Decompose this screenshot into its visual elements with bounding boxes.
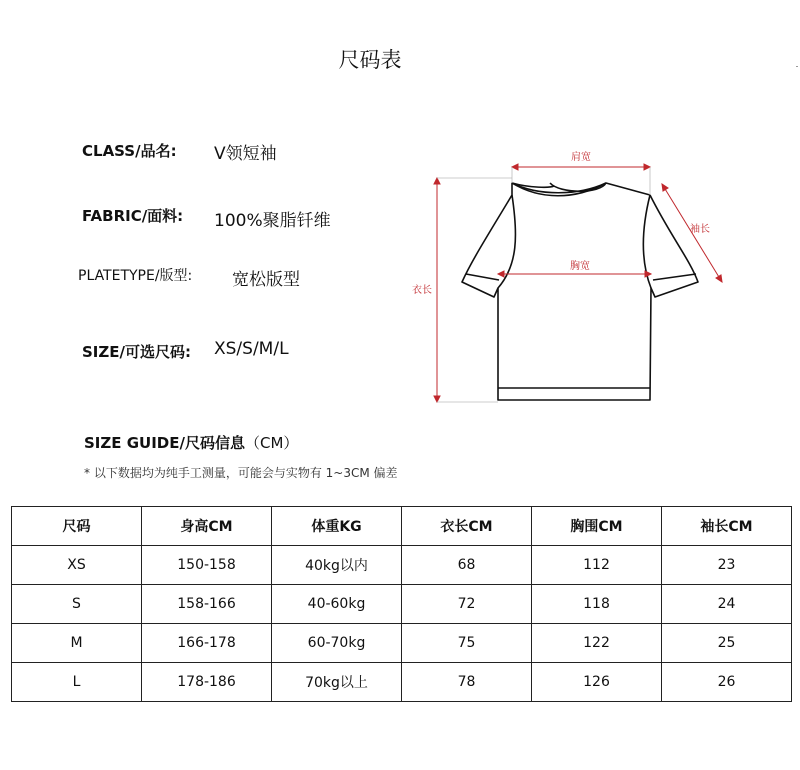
chest-label: 胸宽 [570,261,590,272]
cell-size: XS [12,546,142,585]
cell-size: S [12,585,142,624]
cell-weight: 40-60kg [272,585,402,624]
table-row [12,624,792,663]
header-length: 衣长CM [402,507,532,546]
cell-sleeve: 24 [662,585,792,624]
size-table [11,506,792,702]
sleeve-arrow-bottom [716,275,722,282]
cell-length: 68 [402,546,532,585]
size-label: SIZE/可选尺码: [82,343,191,361]
class-value: V领短袖 [214,144,277,164]
platetype-label: PLATETYPE/版型: [78,268,193,284]
tshirt-outline [462,183,698,400]
header-height: 身高CM [142,507,272,546]
cell-sleeve: 26 [662,663,792,702]
cell-chest: 118 [532,585,662,624]
header-sleeve: 袖长CM [662,507,792,546]
cell-length: 75 [402,624,532,663]
shoulder-arrow-left [512,164,518,170]
class-label: CLASS/品名: [82,142,177,160]
size-guide-heading [84,432,298,453]
fabric-value: 100%聚脂钎维 [214,211,331,231]
size-value: XS/S/M/L [214,339,289,359]
header-size: 尺码 [12,507,142,546]
length-arrow-bottom [434,396,440,402]
shoulder-arrow-right [644,164,650,170]
stray-dot [796,66,798,67]
cell-size: M [12,624,142,663]
sleeve-arrow-top [662,184,668,191]
table-row [12,585,792,624]
platetype-value: 宽松版型 [232,270,300,290]
cell-height: 166-178 [142,624,272,663]
cell-height: 178-186 [142,663,272,702]
cell-size: L [12,663,142,702]
cell-weight: 70kg以上 [272,663,402,702]
cell-length: 78 [402,663,532,702]
cell-weight: 40kg以内 [272,546,402,585]
length-label: 衣长 [412,285,432,296]
table-row [12,663,792,702]
size-guide-unit: （CM） [244,434,299,452]
cell-weight: 60-70kg [272,624,402,663]
header-chest: 胸围CM [532,507,662,546]
cell-height: 150-158 [142,546,272,585]
cell-length: 72 [402,585,532,624]
shoulder-label: 肩宽 [571,152,591,163]
cell-height: 158-166 [142,585,272,624]
cell-sleeve: 25 [662,624,792,663]
table-row [12,546,792,585]
chest-arrow-right [645,271,651,277]
length-arrow-top [434,178,440,184]
sleeve-label: 袖长 [690,224,710,235]
table-header-row [12,507,792,546]
size-guide-title: SIZE GUIDE/尺码信息 [84,434,245,452]
page-title: 尺码表 [338,48,402,72]
cell-chest: 112 [532,546,662,585]
cell-chest: 122 [532,624,662,663]
fabric-label: FABRIC/面料: [82,207,184,225]
measure-lines [434,164,722,402]
chest-arrow-left [498,271,504,277]
cell-chest: 126 [532,663,662,702]
measurement-note: * 以下数据均为纯手工测量，可能会与实物有 1~3CM 偏差 [84,466,398,480]
tshirt-diagram [400,140,730,410]
header-weight: 体重KG [272,507,402,546]
cell-sleeve: 23 [662,546,792,585]
